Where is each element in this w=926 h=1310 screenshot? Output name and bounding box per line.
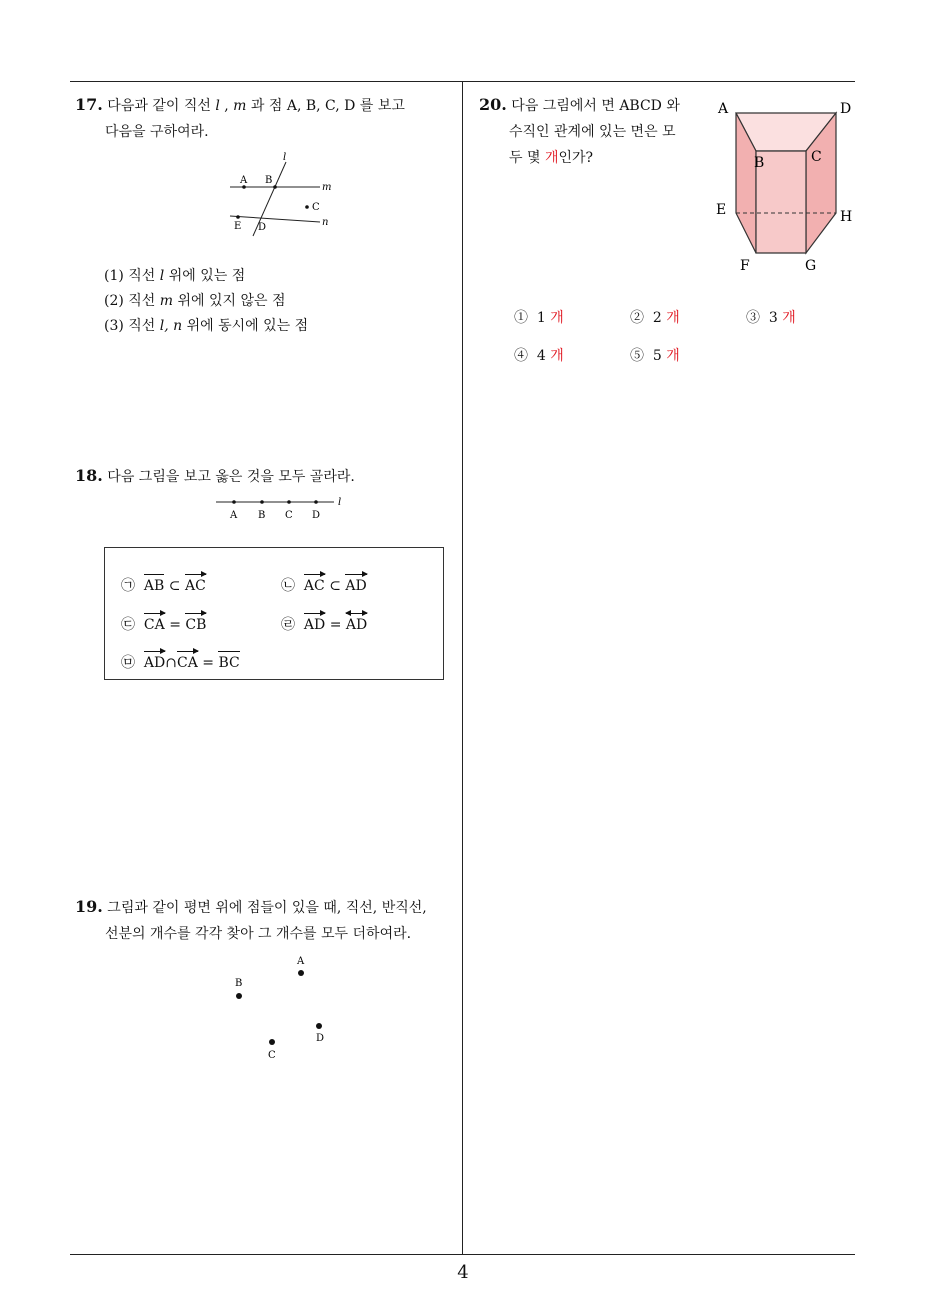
ray: AC bbox=[185, 572, 206, 594]
q20-choice-1[interactable]: ① 1 개 bbox=[514, 310, 564, 326]
label-e: E bbox=[234, 221, 242, 232]
question-text: 그림과 같이 평면 위에 점들이 있을 때, 직선, 반직선, bbox=[107, 900, 427, 916]
ray: CB bbox=[185, 611, 206, 633]
label-b: B bbox=[235, 978, 243, 989]
question-18 bbox=[75, 463, 460, 490]
label-d: D bbox=[312, 510, 321, 521]
q17-sub-1: (1) 직선 l 위에 있는 점 bbox=[104, 268, 246, 284]
label-c: C bbox=[811, 149, 822, 165]
q18-option-2: ㉡ AC ⊂ AD bbox=[281, 572, 367, 595]
label-a: A bbox=[230, 510, 238, 521]
var-l: l bbox=[215, 98, 220, 114]
q17-subquestions bbox=[104, 264, 308, 339]
label-b: B bbox=[258, 510, 266, 521]
point-c bbox=[269, 1039, 275, 1045]
point-d bbox=[314, 500, 318, 504]
q18-option-5: ㉤ AD∩CA = BC bbox=[121, 649, 240, 672]
separator: , bbox=[219, 98, 234, 114]
question-number: 19. bbox=[75, 897, 103, 916]
point-b bbox=[260, 500, 264, 504]
question-17-line-1 bbox=[75, 92, 460, 119]
page-number: 4 bbox=[457, 1262, 469, 1283]
question-text: 과 점 A, B, C, D 를 보고 bbox=[246, 98, 405, 114]
question-text: 다음 그림에서 면 ABCD 와 bbox=[511, 98, 680, 114]
q18-option-3: ㉢ CA = CB bbox=[121, 611, 206, 634]
label-d: D bbox=[316, 1033, 325, 1044]
point-c bbox=[287, 500, 291, 504]
label-c: C bbox=[312, 202, 320, 213]
footer-rule bbox=[70, 1254, 855, 1255]
label-c: C bbox=[285, 510, 293, 521]
label-g: G bbox=[805, 258, 817, 274]
q20-choice-2[interactable]: ② 2 개 bbox=[630, 310, 680, 326]
q17-figure bbox=[220, 150, 340, 240]
line-n bbox=[230, 216, 320, 222]
question-number: 18. bbox=[75, 466, 103, 485]
ray: AD bbox=[144, 649, 165, 671]
point-e bbox=[236, 215, 240, 219]
q19-figure bbox=[225, 952, 335, 1062]
question-20 bbox=[479, 92, 709, 171]
ray: AC bbox=[304, 572, 325, 594]
q20-choice-3[interactable]: ③ 3 개 bbox=[746, 310, 796, 326]
question-text: 선분의 개수를 각각 찾아 그 개수를 모두 더하여라. bbox=[105, 926, 412, 942]
ray: AD bbox=[345, 572, 366, 594]
ray: CA bbox=[144, 611, 165, 633]
point-b bbox=[236, 993, 242, 999]
question-text: 다음과 같이 직선 bbox=[107, 98, 216, 114]
label-a: A bbox=[240, 175, 248, 186]
label-m: m bbox=[322, 182, 332, 193]
label-e: E bbox=[716, 202, 727, 218]
q18-figure bbox=[210, 494, 350, 524]
question-text: 다음 그림을 보고 옳은 것을 모두 골라라. bbox=[107, 469, 355, 485]
q20-choice-5[interactable]: ⑤ 5 개 bbox=[630, 348, 680, 364]
point-d bbox=[316, 1023, 322, 1029]
label-b: B bbox=[754, 155, 765, 171]
label-d: D bbox=[258, 222, 267, 233]
question-number: 17. bbox=[75, 95, 103, 114]
label-l: l bbox=[338, 497, 342, 508]
question-text: 두 몇 개인가? bbox=[509, 150, 594, 166]
question-19 bbox=[75, 894, 460, 947]
label-n: n bbox=[322, 217, 329, 228]
point-a bbox=[232, 500, 236, 504]
label-d: D bbox=[840, 101, 852, 117]
q20-prism-figure bbox=[710, 95, 860, 275]
point-b bbox=[273, 185, 277, 189]
question-17 bbox=[75, 92, 460, 145]
ray: AD bbox=[304, 611, 325, 633]
label-a: A bbox=[297, 956, 305, 967]
label-l: l bbox=[283, 152, 287, 163]
point-c bbox=[305, 205, 309, 209]
q17-sub-3: (3) 직선 l, n 위에 동시에 있는 점 bbox=[104, 318, 309, 334]
question-number: 20. bbox=[479, 95, 507, 114]
label-h: H bbox=[840, 209, 853, 225]
q18-option-1: ㉠ AB ⊂ AC bbox=[121, 572, 206, 595]
point-a bbox=[298, 970, 304, 976]
q20-choice-4[interactable]: ④ 4 개 bbox=[514, 348, 564, 364]
line: AD bbox=[346, 611, 367, 633]
var-m: m bbox=[233, 98, 247, 114]
segment: AB bbox=[144, 572, 164, 594]
q17-sub-2: (2) 직선 m 위에 있지 않은 점 bbox=[104, 293, 286, 309]
label-c: C bbox=[268, 1050, 276, 1061]
question-17-line-2: 다음을 구하여라. bbox=[105, 124, 209, 140]
q18-option-4: ㉣ AD = AD bbox=[281, 611, 367, 634]
label-b: B bbox=[265, 175, 273, 186]
question-text: 수직인 관계에 있는 면은 모 bbox=[509, 124, 676, 140]
label-f: F bbox=[740, 258, 750, 274]
segment: BC bbox=[218, 649, 239, 671]
label-a: A bbox=[718, 101, 729, 117]
column-divider bbox=[462, 82, 463, 1255]
ray: CA bbox=[177, 649, 198, 671]
